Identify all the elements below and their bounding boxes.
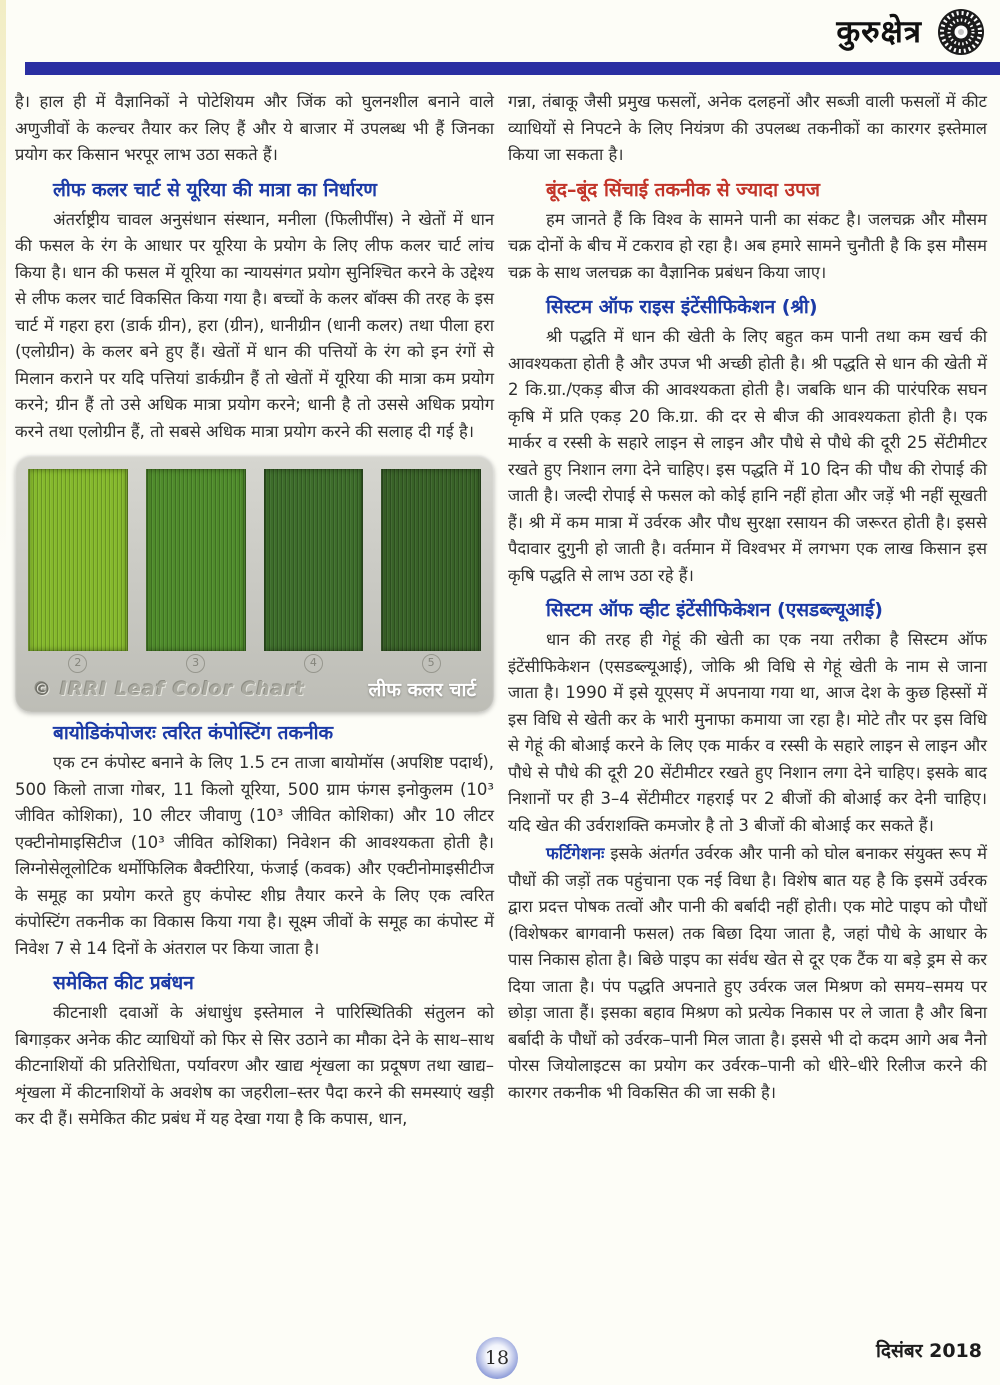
magazine-title: कुरुक्षेत्र <box>836 13 922 50</box>
section-heading-biodecomposer: बायोडिकंपोजरः त्वरित कंपोस्टिंग तकनीक <box>53 722 334 744</box>
leaf-color-panel <box>29 469 127 673</box>
leaf-color-panel <box>147 469 245 673</box>
section-heading-sri: सिस्टम ऑफ राइस इंटेंसीफिकेशन (श्री) <box>546 296 818 318</box>
copyright-symbol: © <box>33 679 52 700</box>
panel-number-label: 2 <box>68 654 87 673</box>
irri-brand-text: IRRI Leaf Color Chart <box>60 678 306 700</box>
paragraph: एक टन कंपोस्ट बनाने के लिए 1.5 टन ताजा बायोमॉस (अपशिष्ट पदार्थ), 500 किलो ताजा गोबर, 11 किलो यूरिया, 500 ग्राम फंगस इनोकुलम (10³ जीवित कोशिका), 10 लीटर जीवाणु (10³ जीवित कोशिका) और 10 लीटर एक्टीनोमाइसिटीज (10³ जीवित कोशिका) निवेशन की आवश्यकता होती है। लिग्नोसेलूलोटिक थर्मोफिलिक बैक्टीरिया, फंजाई (कवक) और एक्टीनोमाइसीटीज के समूह का प्रयोग करते हुए कंपोस्ट शीघ्र तैयार करने के लिए एक त्वरित कंपोस्टिंग तकनीक का विकास किया गया है। सूक्ष्म जीवों के समूह का कंपोस्ट में निवेश 7 से 14 दिनों के अंतराल पर किया जाता है। <box>15 753 494 958</box>
masthead <box>0 0 1000 60</box>
page-edge-tint <box>0 0 6 1385</box>
paragraph: श्री पद्धति में धान की खेती के लिए बहुत कम पानी तथा कम खर्च की आवश्यकता होती है और उपज भी अच्छी होती है। श्री पद्धति से धान की खेती में 2 कि.ग्रा./एकड़ बीज की आवश्यकता होती है। जबकि धान की पारंपरिक सघन कृषि में प्रति एकड़ 20 कि.ग्रा. की दर से बीज की आवश्यकता होती है। एक मार्कर व रस्सी के सहारे लाइन से लाइन और पौधे से पौधे की दूरी 25 सेंटीमीटर रखते हुए निशान लगा देने चाहिए। इस पद्धति में 10 दिन की पौध की रोपाई की जाती है। जल्दी रोपाई से फसल को कोई हानि नहीं होता और जड़ें भी नहीं सूखती हैं। श्री में कम मात्रा में उर्वरक और पौध सुरक्षा रसायन की जरूरत होती है। इससे पैदावार दुगुनी हो जाती है। वर्तमान में विश्वभर में लगभग एक लाख किसान इस कृषि पद्धति से लाभ उठा रहे हैं। <box>508 327 987 585</box>
page-number: 18 <box>484 1347 510 1369</box>
section-heading-leaf-color-chart: लीफ कलर चार्ट से यूरिया की मात्रा का निर्धारण <box>53 178 377 201</box>
leaf-color-chart-card <box>15 455 494 712</box>
leaf-color-panel <box>265 469 363 673</box>
paragraph: धान की तरह ही गेहूं की खेती का एक नया तरीका है सिस्टम ऑफ इंटेंसीफिकेशन (एसडब्ल्यूआई), जोकि श्री विधि से गेहूं खेती के नाम से जाना जाता है। 1990 में इसे यूएसए में अपनाया गया था, आज देश के कुछ हिस्सों में इस विधि से खेती कर के भारी मुनाफा कमाया जा रहा है। मोटे तौर पर इस विधि से गेहूं की बोआई करने के लिए एक मार्कर व रस्सी के सहारे लाइन से लाइन और पौधे से पौधे की दूरी 20 सेंटीमीटर रखते हुए निशान लगा देने चाहिए। इसके बाद निशानों पर ही 3–4 सेंटीमीटर गहराई पर 2 बीजों की बोआई कर देनी चाहिए। यदि खेत की उर्वराशक्ति कमजोर है तो 3 बीजों की बोआई कर सकते हैं। <box>508 630 987 835</box>
paragraph-continuation: है। हाल ही में वैज्ञानिकों ने पोटेशियम और जिंक को घुलनशील बनाने वाले अणुजीवों के कल्चर तैयार कर लिए हैं और ये बाजार में उपलब्ध भी हैं जिनका प्रयोग कर किसान भरपूर लाभ उठा सकते हैं। <box>15 92 494 164</box>
issue-date: दिसंबर 2018 <box>876 1340 982 1362</box>
leaf-color-swatch <box>28 469 128 651</box>
leaf-color-chart-footer <box>29 673 480 706</box>
leaf-color-swatch <box>264 469 364 651</box>
paragraph-fertigation <box>508 841 987 1106</box>
paragraph: कीटनाशी दवाओं के अंधाधुंध इस्तेमाल ने पारिस्थितिकी संतुलन को बिगाड़कर अनेक कीट व्याधियों को फिर से सिर उठाने का मौका देने के साथ–साथ कीटनाशियों की प्रतिरोधिता, पर्यावरण और खाद्य शृंखला का प्रदूषण तथा खाद्य–शृंखला में कीटनाशियों के अवशेष का जहरीला–स्तर पैदा करने की समस्याएं खड़ी कर दी हैं। समेकित कीट प्रबंध में यह देखा गया है कि कपास, धान, <box>15 1003 494 1128</box>
header-rule <box>25 62 1000 75</box>
magazine-mandala-logo-icon <box>936 7 986 57</box>
fertigation-text: इसके अंतर्गत उर्वरक और पानी को घोल बनाकर संयुक्त रूप में पौधों की जड़ों तक पहुंचाना एक नई विधा है। विशेष बात यह है कि इसमें उर्वरक द्वारा प्रदत्त पोषक तत्वों और पानी की बर्बादी नहीं होती। एक मोटे पाइप को पौधों (विशेषकर बागवानी फसल) तक बिछा दिया जाता है, जहां पौधे के आधार के पास निकास होता है। बिछे पाइप का संर्वध खेत से दूर एक टैंक या बड़े ड्रम से कर दिया जाता है। पंप पद्धति अपनाते हुए उर्वरक जल मिश्रण को समय–समय पर छोड़ा जाता हैं। इसका बहाव मिश्रण को प्रत्येक निकास पर ले जाता है और बिना बर्बादी के पौधों को उर्वरक–पानी मिल जाता है। इससे भी दो कदम आगे अब नैनो पोरस जियोलाइटस का प्रयोग कर उर्वरक–पानी को धीरे–धीरे रिलीज करने की कारगर तकनीक भी विकसित की जा सकी है। <box>508 844 987 1102</box>
irri-embossed-caption <box>33 678 305 700</box>
panel-number-label: 5 <box>422 654 441 673</box>
page-number-badge <box>476 1337 518 1379</box>
right-column <box>508 89 987 1315</box>
leaf-color-swatch <box>381 469 481 651</box>
section-heading-ipm: समेकित कीट प्रबंधन <box>53 972 194 994</box>
fertigation-inline-heading: फर्टिगेशनः <box>546 844 605 863</box>
chart-caption-hindi: लीफ कलर चार्ट <box>368 679 476 701</box>
article-body <box>0 75 1000 1315</box>
paragraph: अंतर्राष्ट्रीय चावल अनुसंधान संस्थान, मनीला (फिलीपींस) ने खेतों में धान की फसल के रंग के आधार पर यूरिया के प्रयोग के लिए लीफ कलर चार्ट लांच किया है। धान की फसल में यूरिया का न्यायसंगत प्रयोग सुनिश्चित करने के उद्देश्य से लीफ कलर चार्ट विकसित किया गया है। बच्चों के कलर बॉक्स की तरह के इस चार्ट में गहरा हरा (डार्क ग्रीन), हरा (ग्रीन), धानीग्रीन (धानी कलर) तथा पीला हरा (एलोग्रीन) के कलर बने हुए हैं। खेतों में धान की पत्तियों के रंग को इन रंगों से मिलान कराने पर यदि पत्तियां डार्कग्रीन हैं तो खेतों में यूरिया की मात्रा कम प्रयोग करने; ग्रीन हैं तो उसे अधिक मात्रा प्रयोग करने; धानी है तो उससे अधिक प्रयोग करने तथा एलोग्रीन हैं, तो सबसे अधिक मात्रा प्रयोग करने की सलाह दी गई है। <box>15 209 494 441</box>
section-heading-drip-irrigation: बूंद–बूंद सिंचाई तकनीक से ज्यादा उपज <box>546 178 820 201</box>
section-heading-swi: सिस्टम ऑफ व्हीट इंटेंसीफिकेशन (एसडब्ल्यूआई) <box>546 599 883 621</box>
leaf-color-panels <box>29 469 480 673</box>
leaf-color-panel <box>382 469 480 673</box>
paragraph-continuation: गन्ना, तंबाकू जैसी प्रमुख फसलों, अनेक दलहनों और सब्जी वाली फसलों में कीट व्याधियों से निपटने के लिए नियंत्रण की उपलब्ध तकनीकों का कारगर इस्तेमाल किया जा सकता है। <box>508 92 987 164</box>
paragraph: हम जानते हैं कि विश्व के सामने पानी का संकट है। जलचक्र और मौसम चक्र दोनों के बीच में टकराव हो रहा है। अब हमारे सामने चुनौती है कि इस मौसम चक्र के साथ जलचक्र का वैज्ञानिक प्रबंधन किया जाए। <box>508 209 987 282</box>
panel-number-label: 3 <box>186 654 205 673</box>
left-column <box>15 89 494 1315</box>
panel-number-label: 4 <box>304 654 323 673</box>
leaf-color-swatch <box>146 469 246 651</box>
leaf-color-chart-figure <box>15 455 494 712</box>
page-header <box>0 0 1000 75</box>
